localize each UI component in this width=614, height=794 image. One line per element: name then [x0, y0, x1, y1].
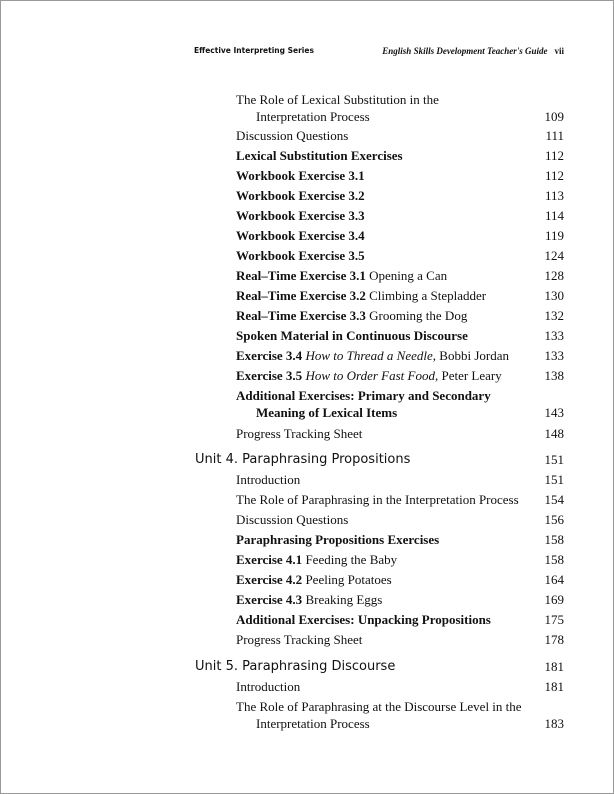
- toc-page-number: 113: [544, 188, 564, 203]
- toc-entry-title: Progress Tracking Sheet: [236, 426, 363, 441]
- toc-entry-title: Introduction: [236, 679, 301, 694]
- toc-entry-title: Workbook Exercise 3.4: [236, 228, 365, 243]
- toc-entry-title: Workbook Exercise 3.5: [236, 248, 365, 263]
- running-header-title: [382, 46, 564, 56]
- toc-entry-subtitle: Peeling Potatoes: [302, 572, 392, 587]
- toc-entry-label: Real–Time Exercise 3.2: [236, 288, 366, 303]
- toc-entry-subtitle: Breaking Eggs: [302, 592, 383, 607]
- toc-page-number: 148: [544, 426, 564, 441]
- toc-entry-title: [236, 368, 502, 384]
- running-header-book: English Skills Development Teacher's Guide: [382, 46, 548, 56]
- toc-entry-title: Interpretation Process: [256, 716, 370, 731]
- toc-page-number: 130: [544, 288, 564, 303]
- toc-page-number: 175: [544, 612, 564, 627]
- toc-page-number: 133: [544, 328, 564, 343]
- toc-entry-label: Real–Time Exercise 3.3: [236, 308, 366, 323]
- toc-entry-title: [236, 572, 392, 588]
- toc-entry-title: Progress Tracking Sheet: [236, 632, 363, 647]
- toc-entry-title: The Role of Lexical Substitution in the: [236, 92, 439, 107]
- toc-entry-label: Real–Time Exercise 3.1: [236, 268, 366, 283]
- toc-entry-title: The Role of Paraphrasing in the Interpretation Process: [236, 492, 519, 507]
- toc-page-number: 169: [544, 592, 564, 607]
- toc-entry-title: Lexical Substitution Exercises: [236, 148, 403, 163]
- toc-entry-title: Workbook Exercise 3.3: [236, 208, 365, 223]
- toc-entry-subtitle: Climbing a Stepladder: [365, 288, 487, 303]
- toc-entry-label: Exercise 4.1: [236, 552, 303, 567]
- toc-entry-author: , Peter Leary: [434, 368, 502, 383]
- toc-entry-label: Exercise 4.2: [236, 572, 303, 587]
- toc-page-number: 112: [544, 168, 564, 183]
- running-header-series: Effective Interpreting Series: [194, 46, 314, 55]
- toc-page-number: 181: [544, 679, 564, 694]
- toc-entry-title: Additional Exercises: Primary and Secondary: [236, 388, 491, 403]
- toc-page-number: 151: [544, 452, 564, 467]
- toc-page-number: 158: [544, 532, 564, 547]
- toc-page-number: 178: [544, 632, 564, 647]
- toc-page-number: 133: [544, 348, 564, 363]
- toc-page-number: 119: [544, 228, 564, 243]
- toc-entry-author: , Bobbi Jordan: [432, 348, 509, 363]
- toc-entry-title: [236, 552, 397, 568]
- toc-entry-title: Workbook Exercise 3.2: [236, 188, 365, 203]
- toc-entry-subtitle: Grooming the Dog: [365, 308, 468, 323]
- toc-entry-subtitle: Opening a Can: [365, 268, 448, 283]
- toc-page-number: 181: [544, 659, 564, 674]
- unit-title: Unit 5. Paraphrasing Discourse: [195, 659, 396, 674]
- toc-entry-title: Workbook Exercise 3.1: [236, 168, 365, 183]
- toc-entry-title: [236, 268, 447, 284]
- toc-page-number: 164: [544, 572, 564, 587]
- toc-entry-label: Exercise 3.4: [236, 348, 303, 363]
- toc-page-number: 154: [544, 492, 564, 507]
- toc-entry-title: The Role of Paraphrasing at the Discourse Level in the: [236, 699, 522, 714]
- toc-page-number: 112: [544, 148, 564, 163]
- toc-entry-title: Paraphrasing Propositions Exercises: [236, 532, 440, 547]
- toc-page-number: 111: [545, 128, 564, 143]
- toc-entry-title: [236, 288, 486, 304]
- toc-entry-title: Interpretation Process: [256, 109, 370, 124]
- toc-entry-title: Spoken Material in Continuous Discourse: [236, 328, 468, 343]
- toc-entry-title: Meaning of Lexical Items: [256, 405, 398, 420]
- toc-entry-label: Exercise 4.3: [236, 592, 303, 607]
- toc-page-number: 158: [544, 552, 564, 567]
- toc-page-number: 128: [544, 268, 564, 283]
- toc-entry-title: Discussion Questions: [236, 128, 349, 143]
- toc-entry-title: Discussion Questions: [236, 512, 349, 527]
- toc-page-number: 132: [544, 308, 564, 323]
- toc-page-number: 138: [544, 368, 564, 383]
- toc-entry-work-title: How to Thread a Needle: [302, 348, 433, 363]
- toc-entry-work-title: How to Order Fast Food: [302, 368, 435, 383]
- unit-title: Unit 4. Paraphrasing Propositions: [195, 452, 411, 467]
- toc-entry-title: [236, 592, 382, 608]
- toc-entry-title: [236, 348, 509, 364]
- toc-page-number: 183: [544, 716, 564, 731]
- page-number: vii: [554, 46, 564, 56]
- toc-page-number: 124: [544, 248, 564, 263]
- toc-entry-title: Introduction: [236, 472, 301, 487]
- toc-page-number: 151: [544, 472, 564, 487]
- toc-entry-title: [236, 308, 467, 324]
- toc-entry-subtitle: Feeding the Baby: [302, 552, 398, 567]
- toc-entry-title: Additional Exercises: Unpacking Propositions: [236, 612, 491, 627]
- toc-page-number: 156: [544, 512, 564, 527]
- toc-entry-label: Exercise 3.5: [236, 368, 303, 383]
- toc-page-number: 114: [544, 208, 564, 223]
- toc-page-number: 109: [544, 109, 564, 124]
- toc-page-number: 143: [544, 405, 564, 420]
